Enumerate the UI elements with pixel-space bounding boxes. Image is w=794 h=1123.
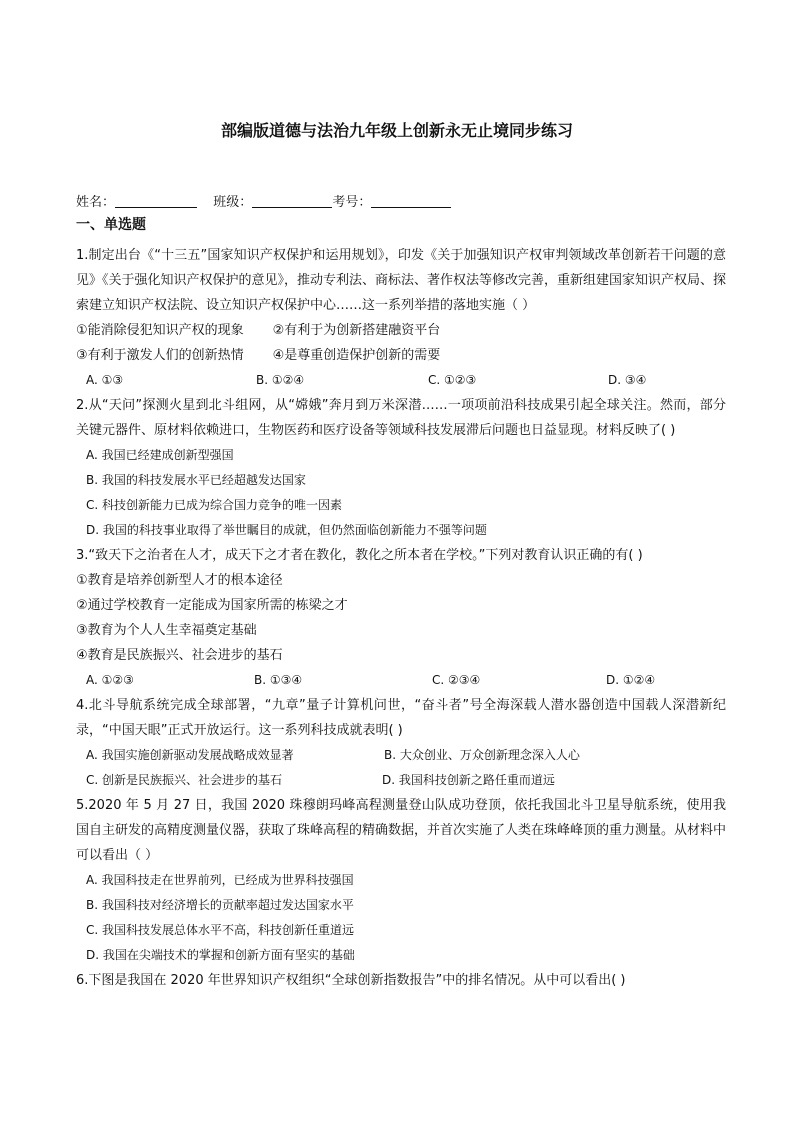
question-3 [76,543,726,693]
student-info-row [76,191,451,210]
question-1-options [76,368,726,393]
question-3-statement-2: ②通过学校教育一定能成为国家所需的栋梁之才 [76,598,348,613]
question-5-option-d[interactable]: D. 我国在尖端技术的掌握和创新方面有坚实的基础 [86,948,355,962]
question-4-options-row-2 [76,768,726,793]
questions [76,243,726,993]
question-6-stem: 6.下图是我国在 2020 年世界知识产权组织“全球创新指数报告”中的排名情况。从中可以看出( ) [76,973,626,988]
question-1-option-c[interactable]: C. ①②③ [428,373,477,387]
question-5 [76,793,726,968]
question-5-option-c[interactable]: C. 我国科技发展总体水平不高，科技创新任重道远 [86,923,355,937]
question-1-stem: 1.制定出台《“十三五”国家知识产权保护和运用规划》，印发《关于加强知识产权审判领域改革创新若干问题的意见》《关于强化知识产权保护的意见》，推动专利法、商标法、著作权法等修改完善，重新组建国家知识产权局、探索建立知识产权法院、设立知识产权保护中心……这一系列举措的落地实施（ ） [76,248,727,313]
name-label: 姓名： [76,195,116,210]
class-label: 班级： [213,195,253,210]
question-3-statement-4: ④教育是民族振兴、社会进步的基石 [76,648,283,663]
question-4-option-a[interactable]: A. 我国实施创新驱动发展战略成效显著 [86,748,294,762]
question-1-option-b[interactable]: B. ①②④ [256,373,305,387]
question-4-stem: 4.北斗导航系统完成全球部署，“九章”量子计算机问世，“奋斗者”号全海深载人潜水器创造中国载人深潜新纪录，“中国天眼”正式开放运行。这一系列科技成就表明( ) [76,698,726,738]
exam-number-label: 考号： [332,195,372,210]
question-4 [76,693,726,793]
page-title: 部编版道德与法治九年级上创新永无止境同步练习 [220,121,573,140]
question-3-stem: 3.“致天下之治者在人才，成天下之才者在教化，教化之所本者在学校。”下列对教育认识正确的有( ) [76,548,643,563]
question-6 [76,968,726,993]
question-3-option-b[interactable]: B. ①③④ [254,673,303,687]
question-3-option-c[interactable]: C. ②③④ [432,673,481,687]
class-blank[interactable] [252,194,332,208]
question-3-option-a[interactable]: A. ①②③ [86,673,134,687]
name-blank[interactable] [115,194,197,208]
question-3-options [76,668,726,693]
question-3-option-d[interactable]: D. ①②④ [606,673,656,687]
question-3-statement-1: ①教育是培养创新型人才的根本途径 [76,573,283,588]
exam-number-blank[interactable] [371,194,451,208]
question-1-statements-line-1: ①能消除侵犯知识产权的现象 ②有利于为创新搭建融资平台 [76,323,441,338]
question-2-option-c[interactable]: C. 科技创新能力已成为综合国力竞争的唯一因素 [86,498,343,512]
question-4-option-c[interactable]: C. 创新是民族振兴、社会进步的基石 [86,773,283,787]
question-1-option-d[interactable]: D. ③④ [608,373,647,387]
question-1-statements-line-2: ③有利于激发人们的创新热情 ④是尊重创造保护创新的需要 [76,348,441,363]
question-2-option-d[interactable]: D. 我国的科技事业取得了举世瞩目的成就，但仍然面临创新能力不强等问题 [86,523,487,537]
section-heading: 一、单选题 [76,217,146,233]
question-5-option-b[interactable]: B. 我国科技对经济增长的贡献率超过发达国家水平 [86,898,354,912]
question-4-option-b[interactable]: B. 大众创业、万众创新理念深入人心 [384,748,580,762]
question-2 [76,393,726,543]
question-2-option-a[interactable]: A. 我国已经建成创新型强国 [86,448,234,462]
question-2-option-b[interactable]: B. 我国的科技发展水平已经超越发达国家 [86,473,306,487]
question-1 [76,243,726,393]
question-2-stem: 2.从“天问”探测火星到北斗组网，从“嫦娥”奔月到万米深潜……一项项前沿科技成果引起全球关注。然而，部分关键元器件、原材料依赖进口，生物医药和医疗设备等领域科技发展滞后问题也日益显现。材料反映了( ) [76,398,726,438]
question-4-option-d[interactable]: D. 我国科技创新之路任重而道远 [382,773,555,787]
question-4-options-row-1 [76,743,726,768]
question-3-statement-3: ③教育为个人人生幸福奠定基础 [76,623,257,638]
question-5-option-a[interactable]: A. 我国科技走在世界前列，已经成为世界科技强国 [86,873,354,887]
question-5-stem: 5.2020 年 5 月 27 日，我国 2020 珠穆朗玛峰高程测量登山队成功登顶，依托我国北斗卫星导航系统，使用我国自主研发的高精度测量仪器，获取了珠峰高程的精确数据，并首次实施了人类在珠峰峰顶的重力测量。从材料中可以看出（ ） [76,798,727,863]
question-1-option-a[interactable]: A. ①③ [86,373,124,387]
